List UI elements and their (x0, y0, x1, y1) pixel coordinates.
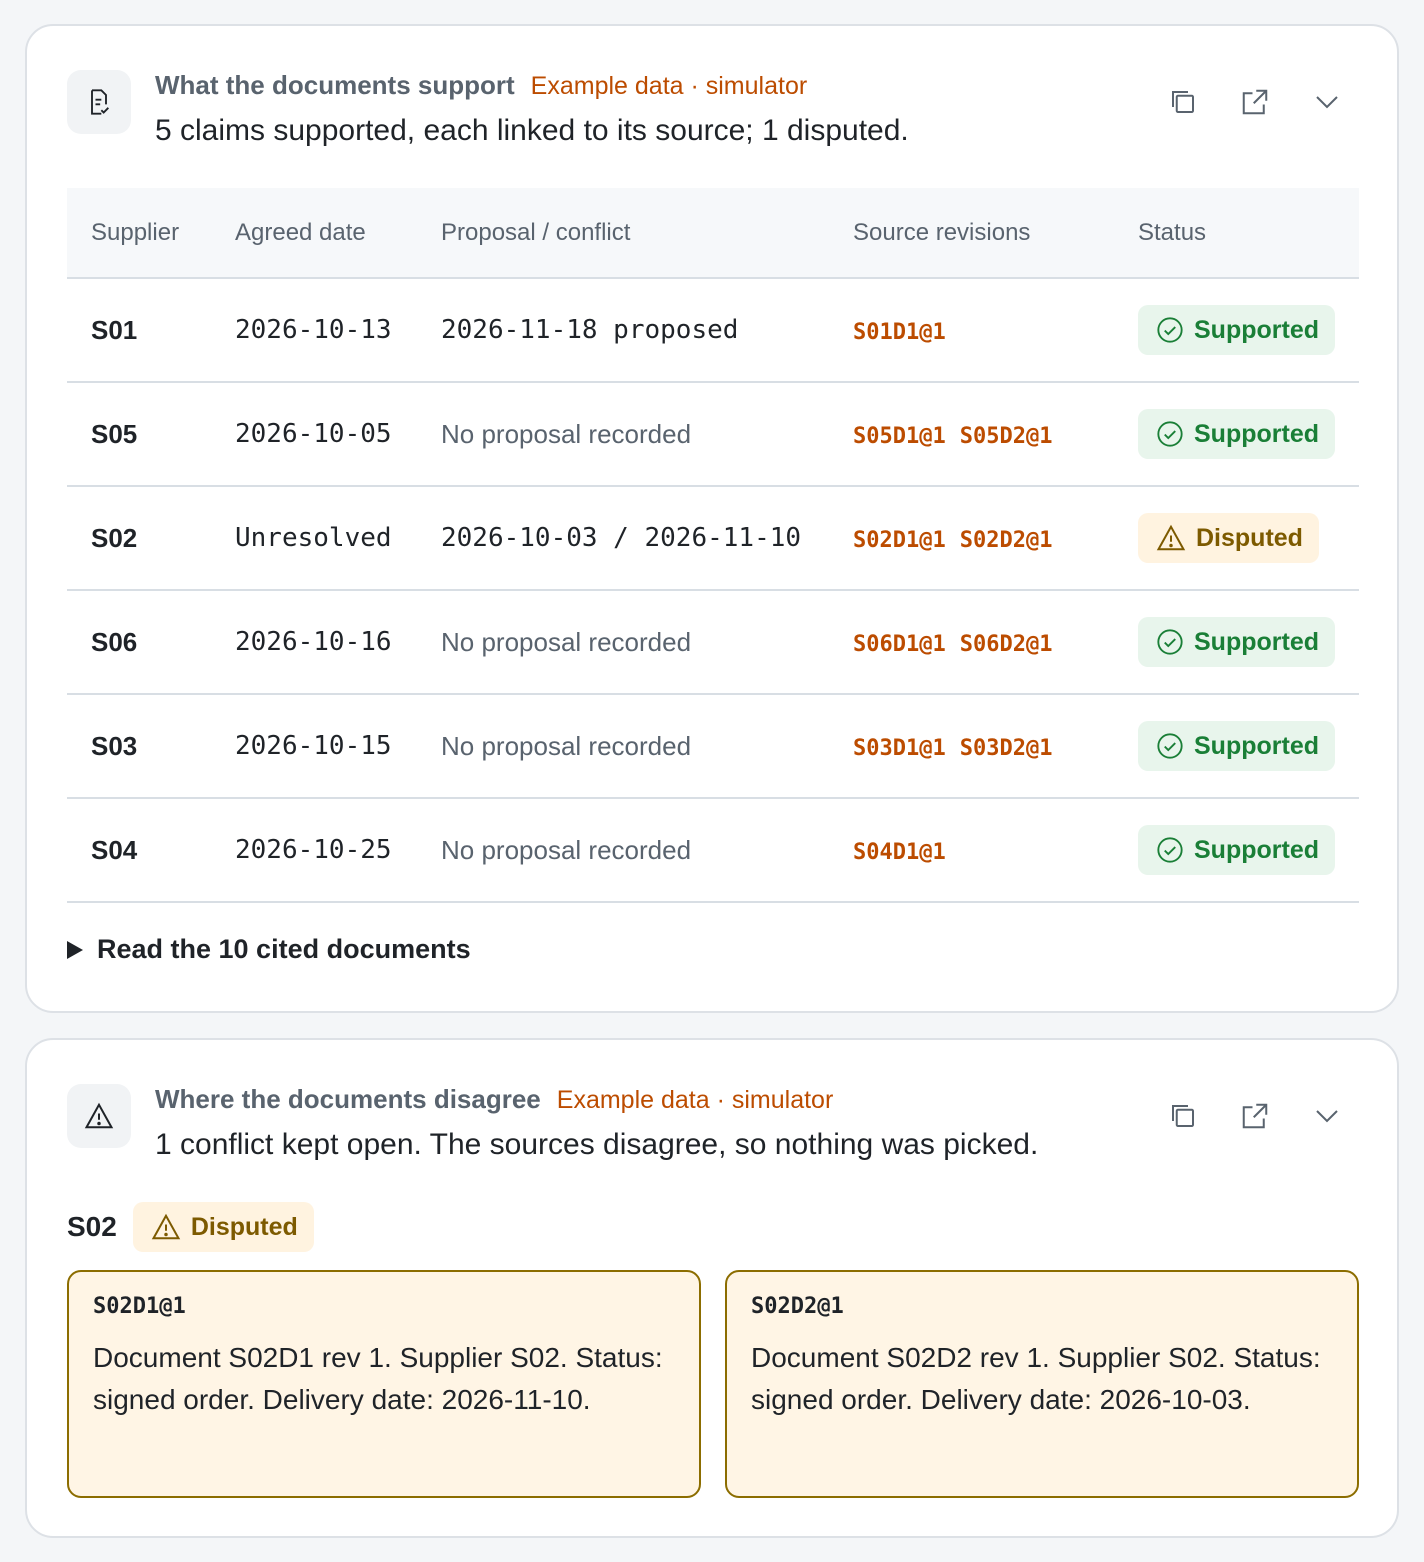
revisions-cell (829, 590, 1114, 694)
document-id: S02D2@1 (751, 1294, 844, 1319)
disclosure-triangle-icon (67, 941, 83, 959)
copy-icon (1168, 1101, 1198, 1131)
agreed-date-cell: Unresolved (211, 486, 417, 590)
warning-icon (1156, 523, 1186, 553)
support-card (25, 24, 1399, 1013)
column-header: Proposal / conflict (417, 188, 829, 278)
column-header: Agreed date (211, 188, 417, 278)
table-row (67, 798, 1359, 902)
copy-icon (1168, 87, 1198, 117)
status-label: Supported (1194, 315, 1319, 344)
status-badge (1138, 409, 1335, 459)
conflicts-card (25, 1038, 1399, 1538)
check-circle-icon (1156, 420, 1184, 448)
revision-link[interactable]: S03D2@1 (959, 735, 1053, 761)
status-label: Supported (1194, 835, 1319, 864)
example-data-tag: Example data · simulator (556, 1086, 834, 1114)
document-text: Document S02D2 rev 1. Supplier S02. Status: signed order. Delivery date: 2026-10-03. (751, 1342, 1321, 1415)
support-title: What the documents support (155, 70, 515, 100)
status-cell (1114, 382, 1359, 486)
revision-link[interactable]: S01D1@1 (853, 319, 946, 345)
status-label: Supported (1194, 731, 1319, 760)
document-check-icon (67, 70, 131, 134)
status-badge (1138, 305, 1335, 355)
revision-link[interactable]: S03D1@1 (853, 735, 946, 761)
conflict-document (725, 1270, 1359, 1498)
revisions-cell (829, 278, 1114, 382)
revisions-cell (829, 382, 1114, 486)
status-label: Supported (1194, 627, 1319, 656)
supplier-cell: S04 (67, 798, 211, 902)
proposal-cell: No proposal recorded (417, 590, 829, 694)
chevron-down-icon (1312, 1101, 1342, 1131)
table-row (67, 278, 1359, 382)
revision-link[interactable]: S02D2@1 (959, 527, 1053, 553)
conflicts-title: Where the documents disagree (155, 1084, 541, 1114)
column-header: Supplier (67, 188, 211, 278)
status-cell (1114, 486, 1359, 590)
status-label: Disputed (190, 1212, 298, 1241)
open-external-button[interactable] (1239, 1100, 1271, 1132)
table-header-row (67, 188, 1359, 278)
conflict-header (67, 1202, 314, 1252)
example-data-tag: Example data · simulator (530, 72, 808, 100)
support-card-header (67, 70, 1357, 170)
status-cell (1114, 590, 1359, 694)
revision-link[interactable]: S06D1@1 (853, 631, 946, 657)
revisions-cell (829, 486, 1114, 590)
table-row (67, 486, 1359, 590)
document-text: Document S02D1 rev 1. Supplier S02. Status: signed order. Delivery date: 2026-11-10. (93, 1342, 663, 1415)
supplier-cell: S06 (67, 590, 211, 694)
agreed-date-cell: 2026-10-05 (211, 382, 417, 486)
status-badge (1138, 825, 1335, 875)
table-row (67, 694, 1359, 798)
supplier-cell: S02 (67, 486, 211, 590)
claims-table (67, 188, 1359, 903)
column-header: Status (1114, 188, 1359, 278)
proposal-cell: No proposal recorded (417, 382, 829, 486)
warning-icon (151, 1212, 181, 1242)
document-id: S02D1@1 (93, 1294, 186, 1319)
chevron-down-icon (1312, 87, 1342, 117)
check-circle-icon (1156, 732, 1184, 760)
open-external-icon (1240, 87, 1270, 117)
proposal-cell: 2026-11-18 proposed (417, 278, 829, 382)
cited-documents-label: Read the 10 cited documents (97, 934, 471, 964)
support-summary: 5 claims supported, each linked to its source; 1 disputed. (155, 114, 909, 147)
agreed-date-cell: 2026-10-13 (211, 278, 417, 382)
status-label: Disputed (1196, 523, 1303, 552)
column-header: Source revisions (829, 188, 1114, 278)
conflicts-summary: 1 conflict kept open. The sources disagree, so nothing was picked. (155, 1128, 1039, 1161)
check-circle-icon (1156, 316, 1184, 344)
check-circle-icon (1156, 628, 1184, 656)
supplier-cell: S03 (67, 694, 211, 798)
agreed-date-cell: 2026-10-15 (211, 694, 417, 798)
conflict-document (67, 1270, 701, 1498)
proposal-cell: No proposal recorded (417, 798, 829, 902)
revision-link[interactable]: S06D2@1 (959, 631, 1053, 657)
status-badge (1138, 617, 1335, 667)
revision-link[interactable]: S05D1@1 (853, 423, 946, 449)
revisions-cell (829, 694, 1114, 798)
collapse-button[interactable] (1311, 1100, 1343, 1132)
warning-icon (67, 1084, 131, 1148)
status-label: Supported (1194, 419, 1319, 448)
open-external-icon (1240, 1101, 1270, 1131)
revision-link[interactable]: S04D1@1 (853, 839, 946, 865)
status-badge (1138, 721, 1335, 771)
proposal-cell: 2026-10-03 / 2026-11-10 (417, 486, 829, 590)
open-external-button[interactable] (1239, 86, 1271, 118)
supplier-cell: S05 (67, 382, 211, 486)
revisions-cell (829, 798, 1114, 902)
collapse-button[interactable] (1311, 86, 1343, 118)
agreed-date-cell: 2026-10-25 (211, 798, 417, 902)
cited-documents-toggle[interactable] (67, 934, 471, 965)
revision-link[interactable]: S05D2@1 (959, 423, 1053, 449)
supplier-cell: S01 (67, 278, 211, 382)
status-cell (1114, 278, 1359, 382)
status-cell (1114, 694, 1359, 798)
table-row (67, 590, 1359, 694)
table-row (67, 382, 1359, 486)
copy-button[interactable] (1167, 86, 1199, 118)
copy-button[interactable] (1167, 1100, 1199, 1132)
conflict-supplier: S02 (67, 1211, 117, 1242)
status-badge (1138, 513, 1319, 563)
conflicts-card-header (67, 1084, 1357, 1184)
agreed-date-cell: 2026-10-16 (211, 590, 417, 694)
revision-link[interactable]: S02D1@1 (853, 527, 946, 553)
status-badge (133, 1202, 314, 1252)
proposal-cell: No proposal recorded (417, 694, 829, 798)
status-cell (1114, 798, 1359, 902)
check-circle-icon (1156, 836, 1184, 864)
